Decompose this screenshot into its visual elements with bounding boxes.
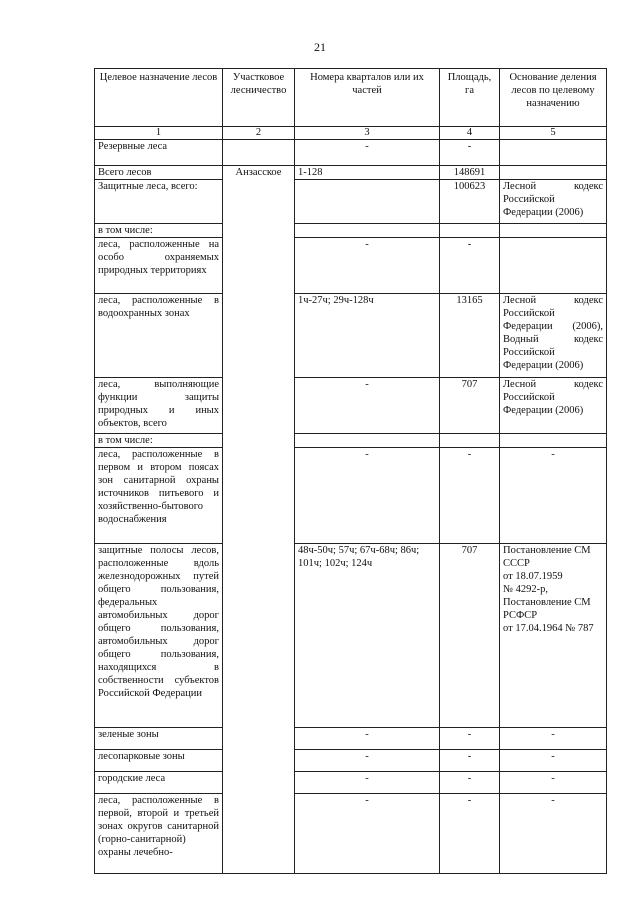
area-cell: - <box>440 448 500 544</box>
table-row <box>95 294 607 378</box>
table-row <box>95 750 607 772</box>
basis-cell <box>500 238 607 294</box>
kvartaly-cell: - <box>295 448 440 544</box>
row-name: в том числе: <box>95 434 223 448</box>
area-cell: 707 <box>440 378 500 434</box>
table-row <box>95 794 607 874</box>
table-row <box>95 544 607 728</box>
kvartaly-cell <box>295 180 440 224</box>
kvartaly-cell: 48ч-50ч; 57ч; 67ч-68ч; 86ч; 101ч; 102ч; 124ч <box>295 544 440 728</box>
kvartaly-cell: - <box>295 238 440 294</box>
header-area: Площадь, га <box>440 69 500 127</box>
row-name: леса, выполняющие функции защиты природных и иных объектов, всего <box>95 378 223 434</box>
kvartaly-cell: - <box>295 378 440 434</box>
basis-cell: Лесной кодекс Российской Федерации (2006), Водный кодекс Российской Федерации (2006) <box>500 294 607 378</box>
lesnichestvo-cell: Анзасское <box>223 166 295 874</box>
basis-cell <box>500 140 607 166</box>
header-kvartaly: Номера кварталов или их частей <box>295 69 440 127</box>
page-number: 21 <box>314 40 326 54</box>
basis-cell: - <box>500 728 607 750</box>
area-cell: 148691 <box>440 166 500 180</box>
table-header-row <box>95 69 607 127</box>
col-num-3: 3 <box>295 127 440 140</box>
area-cell: - <box>440 238 500 294</box>
table-row <box>95 224 607 238</box>
table-row <box>95 238 607 294</box>
basis-cell <box>500 166 607 180</box>
col-num-1: 1 <box>95 127 223 140</box>
row-name: лесопарковые зоны <box>95 750 223 772</box>
table-row <box>95 772 607 794</box>
kvartaly-cell: - <box>295 728 440 750</box>
lesnichestvo-cell <box>223 140 295 166</box>
area-cell <box>440 434 500 448</box>
header-purpose: Целевое назначение лесов <box>95 69 223 127</box>
table-row <box>95 180 607 224</box>
kvartaly-cell: - <box>295 794 440 874</box>
area-cell <box>440 224 500 238</box>
area-cell: 707 <box>440 544 500 728</box>
table-row <box>95 728 607 750</box>
basis-cell <box>500 434 607 448</box>
column-number-row <box>95 127 607 140</box>
kvartaly-cell: 1ч-27ч; 29ч-128ч <box>295 294 440 378</box>
row-name: Защитные леса, всего: <box>95 180 223 224</box>
area-cell: 13165 <box>440 294 500 378</box>
table-row <box>95 140 607 166</box>
kvartaly-cell: - <box>295 750 440 772</box>
row-name: защитные полосы лесов, расположенные вдоль железнодорожных путей общего пользования, федеральных автомобильных дорог общего пользования, автомобильных дорог общего пользования, находящихся в собственности субъектов Российской Федерации <box>95 544 223 728</box>
kvartaly-cell: - <box>295 772 440 794</box>
row-name: Резервные леса <box>95 140 223 166</box>
basis-cell: Лесной кодекс Российской Федерации (2006) <box>500 180 607 224</box>
basis-cell: - <box>500 448 607 544</box>
col-num-5: 5 <box>500 127 607 140</box>
row-name: леса, расположенные в водоохранных зонах <box>95 294 223 378</box>
basis-cell <box>500 224 607 238</box>
row-name: леса, расположенные в первой, второй и третьей зонах округов санитарной (горно-санитарной) охраны лечебно- <box>95 794 223 874</box>
col-num-4: 4 <box>440 127 500 140</box>
area-cell: - <box>440 772 500 794</box>
row-name: Всего лесов <box>95 166 223 180</box>
header-basis: Основание деления лесов по целевому назначению <box>500 69 607 127</box>
basis-cell: - <box>500 794 607 874</box>
area-cell: - <box>440 750 500 772</box>
kvartaly-cell <box>295 224 440 238</box>
area-cell: - <box>440 140 500 166</box>
area-cell: - <box>440 728 500 750</box>
table-row <box>95 166 607 180</box>
kvartaly-cell: - <box>295 140 440 166</box>
row-name: леса, расположенные в первом и втором поясах зон санитарной охраны источников питьевого и хозяйственно-бытового водоснабжения <box>95 448 223 544</box>
row-name: в том числе: <box>95 224 223 238</box>
forest-designation-table <box>94 68 607 874</box>
basis-cell: - <box>500 750 607 772</box>
area-cell: - <box>440 794 500 874</box>
basis-cell: Постановление СМ СССР от 18.07.1959 № 4292-р, Постановление СМ РСФСР от 17.04.1964 № 787 <box>500 544 607 728</box>
basis-cell: - <box>500 772 607 794</box>
table-row <box>95 378 607 434</box>
col-num-2: 2 <box>223 127 295 140</box>
kvartaly-cell: 1-128 <box>295 166 440 180</box>
table-row <box>95 434 607 448</box>
kvartaly-cell <box>295 434 440 448</box>
row-name: зеленые зоны <box>95 728 223 750</box>
row-name: городские леса <box>95 772 223 794</box>
area-cell: 100623 <box>440 180 500 224</box>
header-lesnichestvo: Участковое лесничество <box>223 69 295 127</box>
row-name: леса, расположенные на особо охраняемых природных территориях <box>95 238 223 294</box>
basis-cell: Лесной кодекс Российской Федерации (2006) <box>500 378 607 434</box>
table-row <box>95 448 607 544</box>
